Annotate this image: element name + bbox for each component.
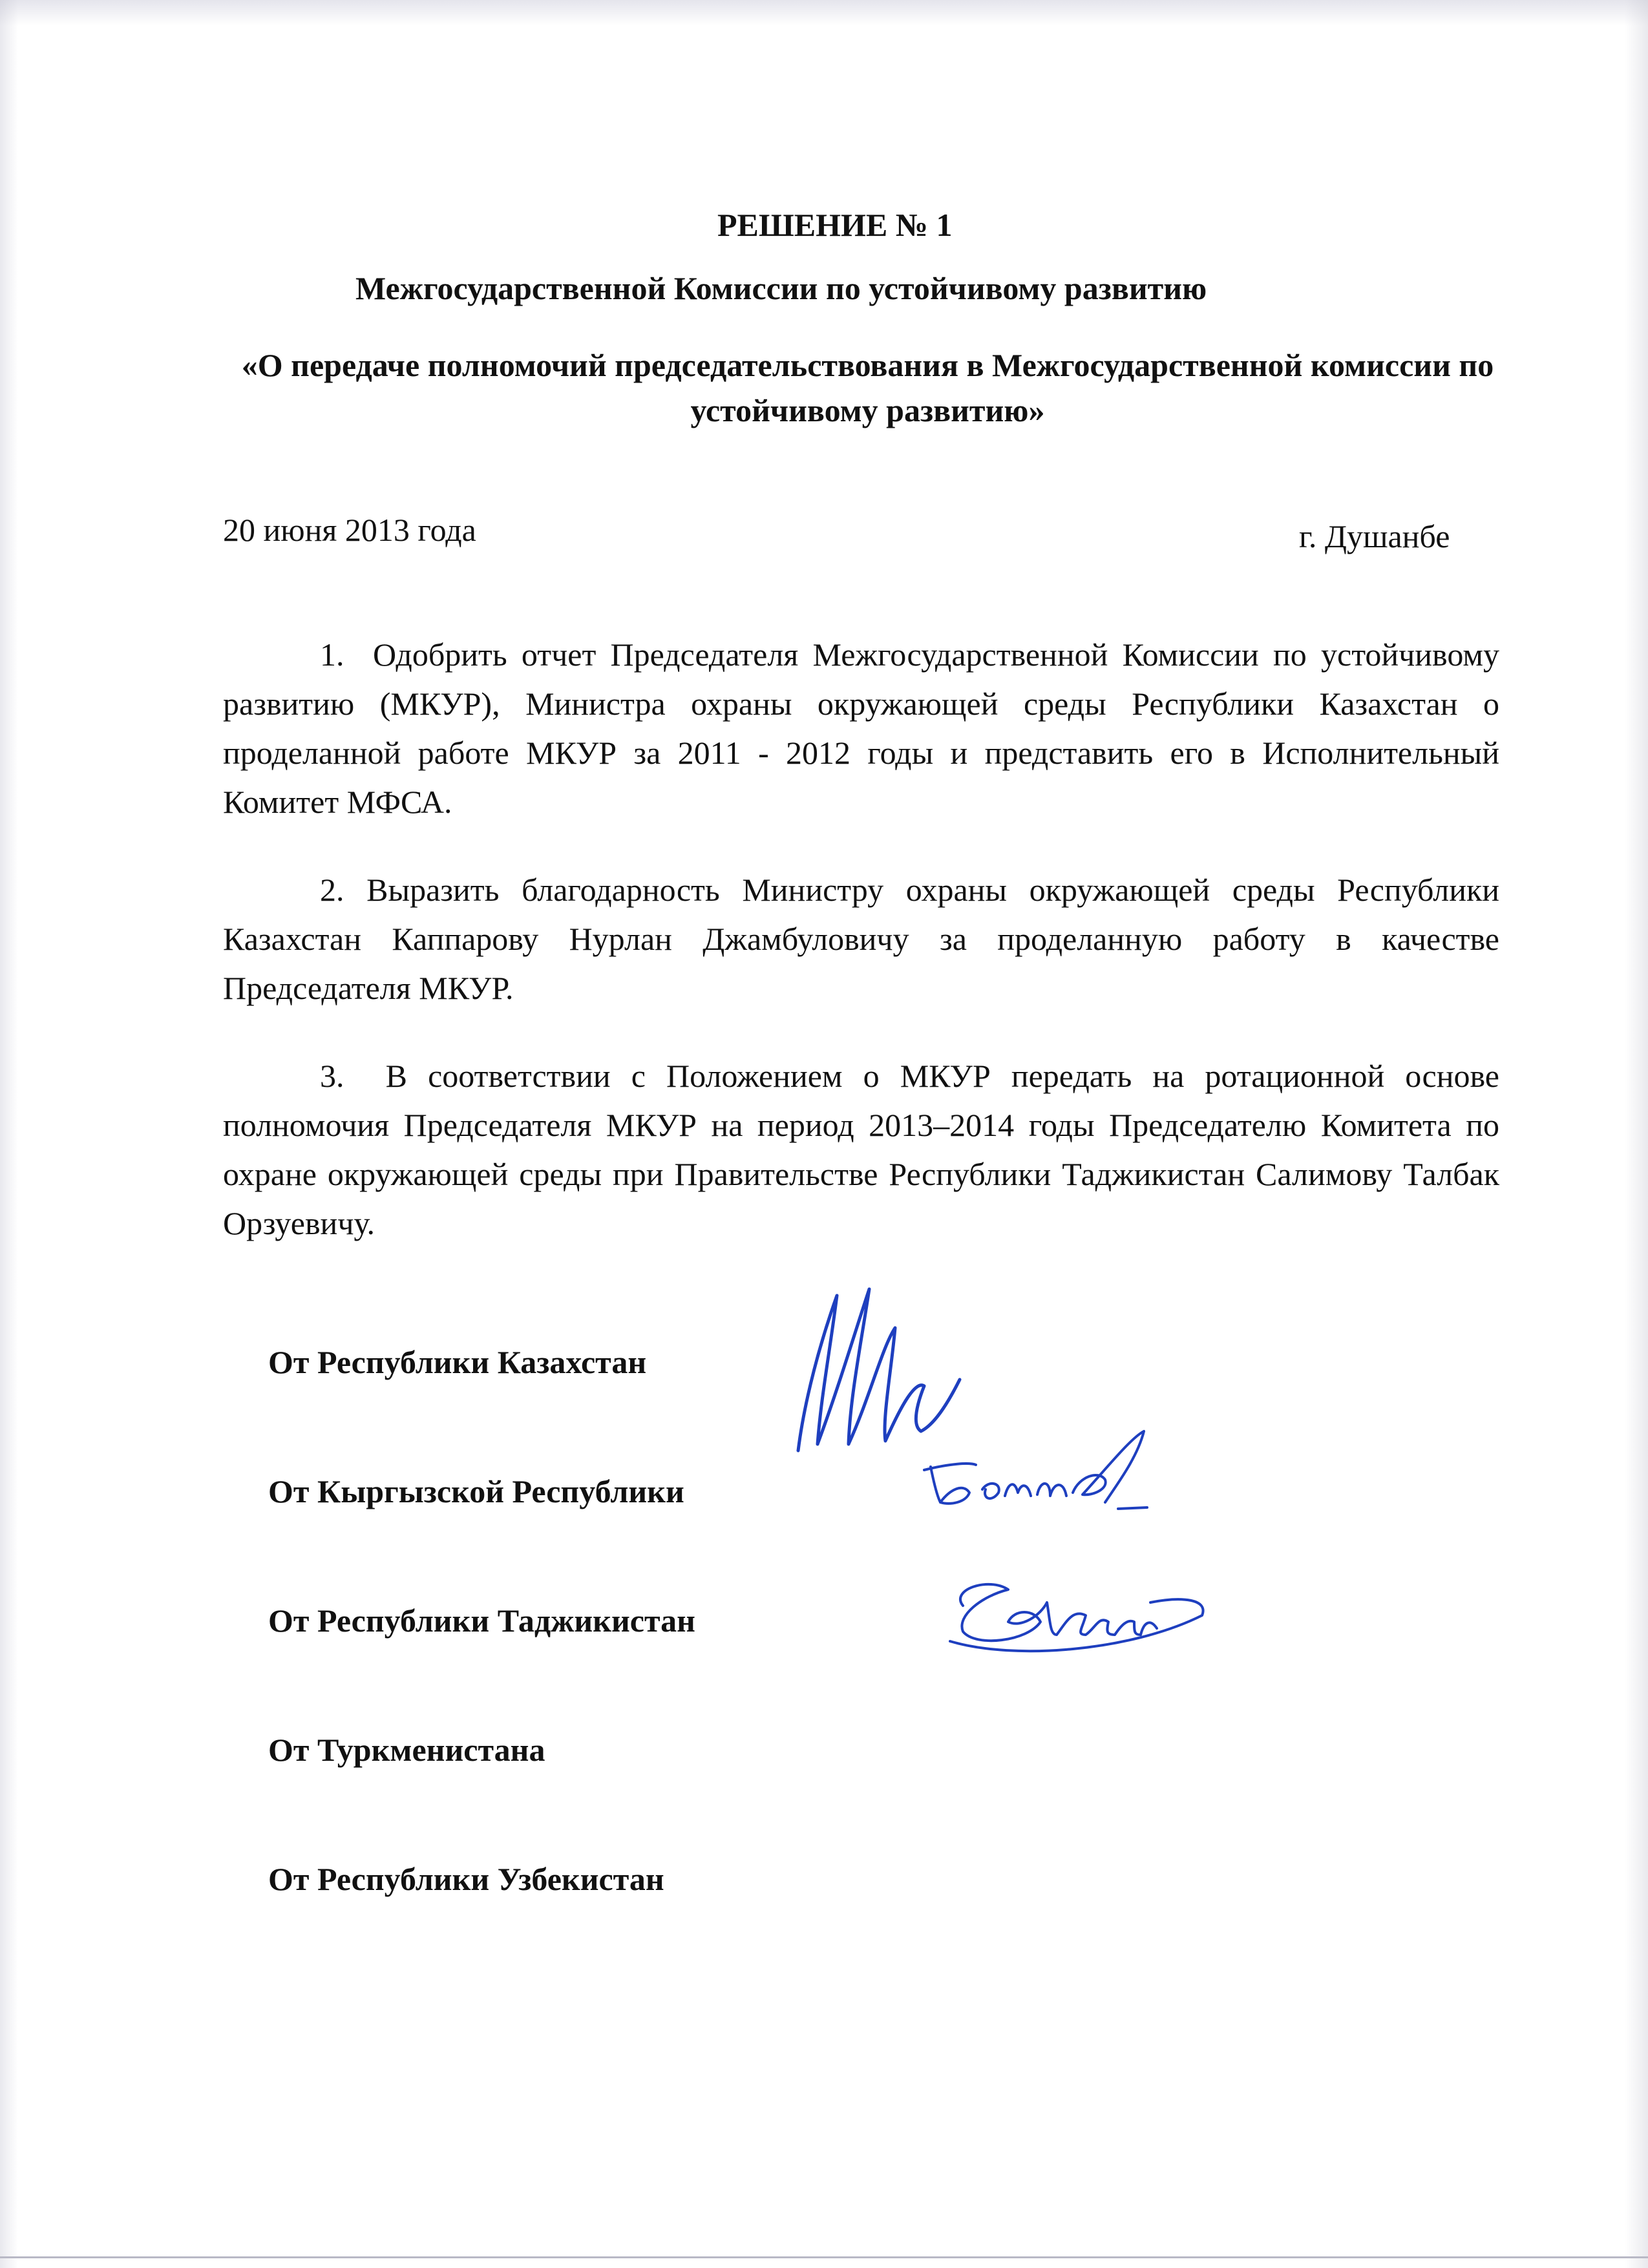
item-number: 3. [320,1058,344,1094]
scan-edge-left [0,0,18,2268]
signatories-block [268,1343,850,1989]
signature-kyrgyzstan [911,1418,1157,1528]
item-text: Одобрить отчет Председателя Межгосударственной Комиссии по устойчивому развитию (МКУР), Министра охраны окружающей среды Республики Казахстан о проделанной работе МКУР за 2011 - 2012 годы и представить его в Исполнительный Комитет МФСА. [223,636,1500,820]
scan-bottom-line [0,2256,1648,2258]
signatory-turkmenistan: От Туркменистана [268,1732,545,1768]
decision-item-3 [223,1051,1499,1248]
scan-edge-top [0,0,1648,26]
document-date: 20 июня 2013 года [223,512,476,548]
item-text: Выразить благодарность Министру охраны окружающей среды Республики Казахстан Каппарову Нурлан Джамбуловичу за проделанную работу в качестве Председателя МКУР. [223,872,1499,1006]
document-subtitle: Межгосударственной Комиссии по устойчивому развитию [355,270,1207,306]
decision-items [223,630,1499,1286]
signatory-kazakhstan: От Республики Казахстан [268,1344,647,1380]
signature-tajikistan [937,1570,1209,1661]
scan-edge-right [1625,0,1648,2268]
decision-item-1 [223,630,1499,826]
signatory-uzbekistan: От Республики Узбекистан [268,1861,664,1897]
decision-item-2 [223,865,1499,1013]
item-number: 2. [320,872,344,908]
document-title: РЕШЕНИЕ № 1 [717,207,953,243]
document-topic: «О передаче полномочий председательствования в Межгосударственной комиссии по устойчивому развитию» [241,347,1494,428]
item-text: В соответствии с Положением о МКУР передать на ротационной основе полномочия Председателя МКУР на период 2013–2014 годы Председателю Комитета по охране окружающей среды при Правительстве Республики Таджикистан Салимову Талбак Орзуевичу. [223,1058,1499,1241]
signatory-kyrgyzstan: От Кыргызской Республики [268,1473,684,1509]
document-city: г. Душанбе [1299,518,1450,554]
signatory-tajikistan: От Республики Таджикистан [268,1602,695,1639]
item-number: 1. [320,636,344,673]
